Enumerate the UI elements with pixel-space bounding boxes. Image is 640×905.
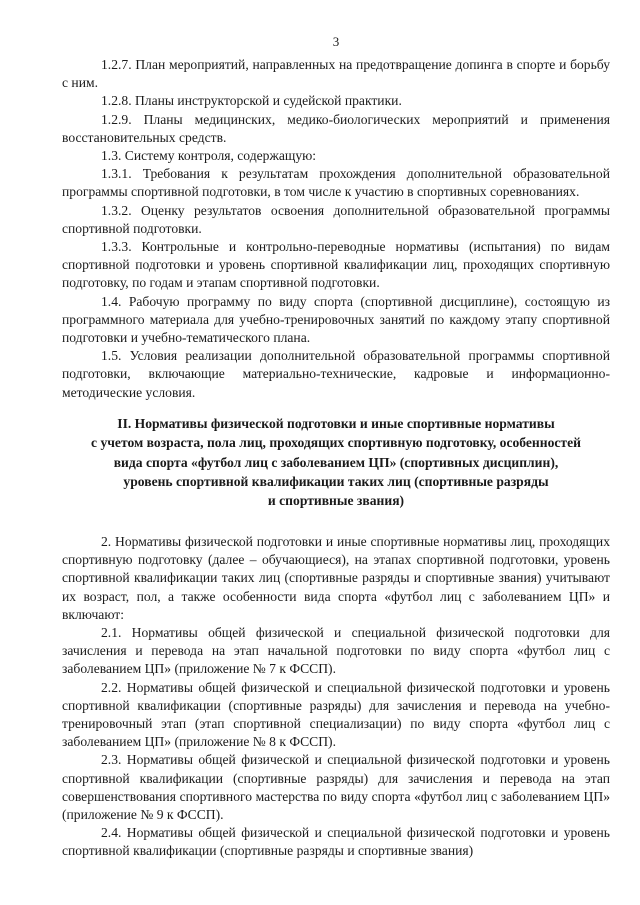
paragraph-1-2-9: 1.2.9. Планы медицинских, медико-биологических мероприятий и применения восстановительных средств. (62, 111, 610, 145)
paragraph-2-2: 2.2. Нормативы общей физической и специальной физической подготовки и уровень спортивной квалификации (спортивные разряды) для зачисления и перевода на учебно-тренировочный этап (этап спортивной специализации) по виду спорта «футбол лиц с заболеванием ЦП» (приложение № 8 к ФССП). (62, 679, 610, 750)
paragraph-2-4: 2.4. Нормативы общей физической и специальной физической подготовки и уровень спортивной квалификации (спортивные разряды и спортивные звания) (62, 825, 610, 859)
paragraph-1-5: 1.5. Условия реализации дополнительной образовательной программы спортивной подготовки, включающие материально-технические, кадровые и информационно-методические условия. (62, 348, 610, 400)
spacer (62, 511, 610, 533)
heading-line: вида спорта «футбол лиц с заболеванием ЦП» (спортивных дисциплин), (113, 454, 559, 470)
paragraph-1-2-7: 1.2.7. План мероприятий, направленных на предотвращение допинга в спорте и борьбу с ним. (62, 57, 610, 91)
section-heading (62, 414, 610, 511)
paragraph-1-3-3: 1.3.3. Контрольные и контрольно-переводные нормативы (испытания) по видам спортивной подготовки и уровень спортивной квалификации лиц, проходящих спортивную подготовку, по годам и этапам спортивной подготовки. (62, 239, 610, 291)
paragraph-2-1: 2.1. Нормативы общей физической и специальной физической подготовки для зачисления и перевода на этап начальной подготовки по виду спорта «футбол лиц с заболеванием ЦП» (приложение № 7 к ФССП). (62, 624, 610, 677)
paragraph-2-3: 2.3. Нормативы общей физической и специальной физической подготовки и уровень спортивной квалификации (спортивные разряды) для зачисления и перевода на этап совершенствования спортивного мастерства по виду спорта «футбол лиц с заболеванием ЦП» (приложение № 9 к ФССП). (62, 752, 610, 822)
paragraph-1-3-1: 1.3.1. Требования к результатам прохождения дополнительной образовательной программы спортивной подготовки, в том числе к участию в спортивных соревнованиях. (62, 166, 610, 200)
paragraph-1-2-8: 1.2.8. Планы инструкторской и судейской практики. (101, 93, 402, 109)
heading-line: и спортивные звания) (267, 493, 405, 509)
paragraph-1-3: 1.3. Систему контроля, содержащую: (101, 148, 317, 164)
page-number: 3 (332, 34, 340, 49)
paragraph-1-3-2: 1.3.2. Оценку результатов освоения дополнительной образовательной программы спортивной подготовки. (62, 202, 610, 236)
heading-line: с учетом возраста, пола лиц, проходящих спортивную подготовку, особенностей (91, 435, 581, 451)
heading-line: уровень спортивной квалификации таких лиц (спортивные разряды (123, 474, 549, 490)
paragraph-1-4: 1.4. Рабочую программу по виду спорта (спортивной дисциплине), состоящую из программного материала для учебно-тренировочных занятий по каждому этапу спортивной подготовки и учебно-тематического плана. (62, 293, 610, 346)
paragraph-2: 2. Нормативы физической подготовки и иные спортивные нормативы лиц, проходящих спортивную подготовку (далее – обучающиеся), на этапах спортивной подготовки, уровень спортивной квалификации таких лиц (спортивные разряды и спортивные звания) учитывают их возраст, пол, а также особенности вида спорта «футбол лиц с заболеванием ЦП» и включают: (62, 533, 610, 622)
heading-line: II. Нормативы физической подготовки и иные спортивные нормативы (117, 415, 555, 431)
